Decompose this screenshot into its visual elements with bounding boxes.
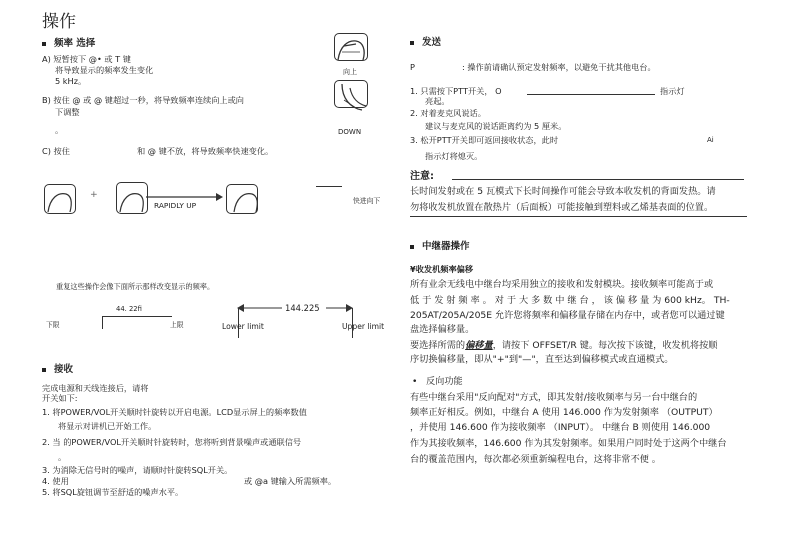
offset-line-6: 序切换偏移量，即从"+"到"—"，直至达到偏移模式或直通模式。	[410, 354, 674, 365]
receive-step-4-cont: 或 @a 键输入所需频率。	[244, 476, 337, 486]
key-up-label: 向上	[343, 68, 357, 76]
notice-line-1: 长时间发射或在 5 瓦模式下长时间操作可能会导致本收发机的背面发热。请	[410, 186, 716, 197]
reverse-line-4: 作为其接收频率，146.600 作为其发射频率。如果用户同时处于这两个中继台	[410, 438, 727, 449]
divider-dash	[316, 186, 342, 187]
step-a-line1: A) 短暂按下 @• 或 T 键	[42, 54, 131, 64]
section-bullet-icon	[410, 245, 414, 249]
notice-heading: 注意:	[410, 171, 434, 182]
finger-icon-2	[114, 184, 150, 216]
key-down-label: DOWN	[338, 128, 362, 136]
send-step-3-cont: 指示灯将熄灭。	[425, 151, 483, 161]
step-c-part1: C) 按住	[42, 146, 70, 156]
receive-step-5: 5. 将SQL旋钮调节至舒适的噪声水平。	[42, 487, 184, 497]
finger-press-up-icon	[330, 32, 374, 68]
offset-line-3: 205AT/205A/205E 允许您将频率和偏移量存储在内存中，或者您可以通过键	[410, 310, 725, 321]
notice-bottom-rule	[410, 216, 747, 217]
small-diagram-range-line	[102, 316, 172, 317]
offset-line-4: 盘选择偏移量。	[410, 324, 475, 335]
reverse-heading: 反向功能	[426, 376, 463, 387]
step-a-line3: 5 kHz。	[55, 76, 87, 86]
reverse-line-5: 台的覆盖范围内，每次都必须重新编程电台，这将非常不便 。	[410, 454, 661, 465]
finger-icon-1	[42, 186, 78, 216]
upper-limit-label: Upper limit	[342, 322, 385, 331]
step-b-line2: 下调整	[55, 107, 80, 117]
receive-step-3: 3. 为消除无信号时的噪声，请顺时针旋转SQL开关。	[42, 465, 233, 475]
send-step-3: 3. 松开PTT开关即可返回接收状态，此时	[410, 135, 559, 145]
send-step-1-underline	[527, 94, 655, 95]
repeater-heading-text: 中继器操作	[422, 241, 470, 252]
send-step-2-cont: 建议与麦克风的说话距离约为 5 厘米。	[425, 121, 567, 131]
step-b-line1: B) 按住 @ 或 @ 键超过一秒，将导致频率连续向上或向	[42, 95, 244, 105]
send-step-1: 1. 只需按下PTT开关， O	[410, 86, 502, 96]
notice-line-2: 勿将收发机放置在散热片（后面板）可能接触到塑料或乙烯基表面的位置。	[410, 202, 714, 213]
section-bullet-icon	[42, 368, 46, 372]
offset-line-5	[410, 339, 717, 352]
send-step-2: 2. 对着麦克风说话。	[410, 108, 486, 118]
receive-intro-line2: 开关如下:	[42, 393, 78, 403]
section-bullet-icon	[42, 42, 46, 46]
receive-heading-text: 接收	[54, 364, 74, 375]
section-bullet-icon	[410, 41, 414, 45]
receive-step-1-cont: 将显示对讲机已开始工作。	[58, 421, 157, 431]
frequency-selection-heading	[42, 38, 95, 50]
offset-line-5-post: ，请按下 OFFSET/R 键。每次按下该键，收发机将按顺	[492, 340, 718, 351]
offset-heading: ¥收发机频率偏移	[410, 264, 474, 274]
receive-intro-line1: 完成电源和天线连接后，请将	[42, 383, 149, 393]
send-step-1-tail: 指示灯	[660, 86, 685, 96]
lower-limit-label: Lower limit	[222, 322, 264, 331]
send-heading	[410, 37, 441, 49]
rapidly-up-label: RAPIDLY UP	[154, 201, 197, 210]
offset-line-1: 所有业余无线电中继台均采用独立的接收和发射模块。接收频率可能高于或	[410, 279, 714, 290]
small-freq-display: 44. 22fi	[116, 305, 142, 313]
offset-line-5-pre: 要选择所需的	[410, 340, 466, 351]
receive-step-2-cont: 。	[58, 452, 67, 462]
step-c-part2: 和 @ 键不放，将导致频率快速变化。	[137, 146, 274, 156]
offset-line-2: 低 于 发 射 频 率 。 对 于 大 多 数 中 继 台 ， 该 偏 移 量 为 600 kHz。 TH-	[410, 295, 730, 306]
finger-press-down-icon	[332, 78, 376, 116]
reverse-line-2: 频率正好相反。例如，中继台 A 使用 146.000 作为发射频率 （OUTPUT）	[410, 407, 718, 418]
small-lower-label: 下限	[46, 321, 60, 329]
plus-sign: +	[90, 189, 98, 200]
send-step-1-cont: 亮起。	[425, 96, 450, 106]
page-title: 操作	[42, 12, 76, 32]
receive-step-1: 1. 将POWER/VOL开关顺时针旋转以开启电源。LCD显示屏上的频率数值	[42, 407, 307, 417]
receive-step-4: 4. 使用	[42, 476, 69, 486]
offset-emphasis: 偏移量	[465, 340, 493, 351]
finger-icon-3	[226, 186, 262, 216]
repeat-note: 重复这些操作会像下面所示那样改变显示的频率。	[56, 282, 215, 291]
step-a-line2: 将导致显示的频率发生变化	[55, 65, 154, 75]
step-b-line3: 。	[55, 125, 64, 135]
send-precaution: : 操作前请确认预定发射频率，以避免干扰其他电台。	[462, 62, 656, 72]
receive-heading	[42, 364, 73, 376]
send-heading-text: 发送	[422, 37, 442, 48]
frequency-selection-heading-text: 频率 选择	[54, 38, 96, 49]
repeater-heading	[410, 241, 470, 253]
small-upper-label: 上限	[170, 321, 184, 329]
send-p-label: P	[410, 62, 415, 72]
rapid-down-label: 快进向下	[353, 197, 381, 205]
big-freq-display: 144.225	[285, 303, 320, 313]
reverse-line-3: ，并使用 146.600 作为接收频率 （INPUT）。 中继台 B 则使用 146.000	[410, 422, 711, 433]
reverse-line-1: 有些中继台采用"反向配对"方式，即其发射/接收频率与另一台中继台的	[410, 392, 698, 403]
receive-step-2: 2. 当 的POWER/VOL开关顺时针旋转时，您将听到背景噪声或通联信号	[42, 437, 302, 447]
reverse-bullet: •	[412, 376, 418, 387]
notice-top-rule	[452, 179, 744, 180]
send-step-3-ai: Ai	[707, 136, 714, 144]
small-diagram-left-tick	[102, 316, 103, 329]
